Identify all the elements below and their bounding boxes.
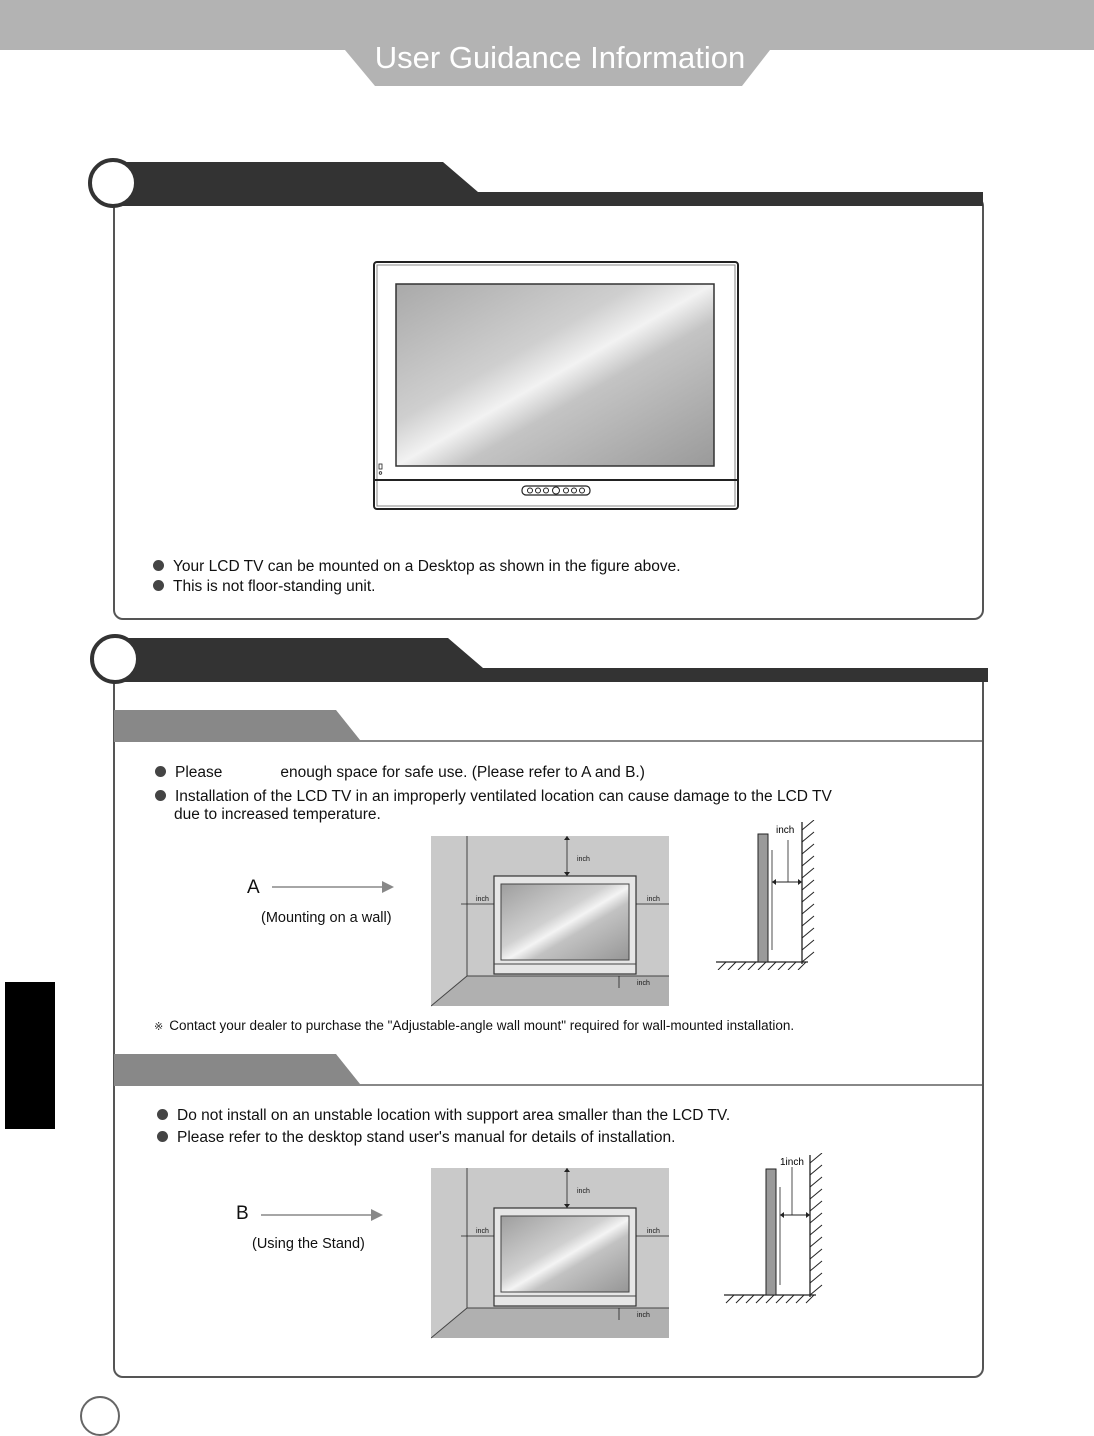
section2-bullet-2-cont: due to increased temperature. <box>174 806 381 823</box>
figure-a-arrow <box>270 880 400 894</box>
page-title: User Guidance Information <box>374 40 746 75</box>
svg-text:inch: inch <box>637 980 650 987</box>
section2b-bullet-2: Please refer to the desktop stand user's manual for details of installation. <box>157 1128 675 1148</box>
section2b-bullet-1: Do not install on an unstable location with support area smaller than the LCD TV. <box>157 1106 730 1126</box>
svg-text:1inch: 1inch <box>780 1157 804 1168</box>
figure-b-letter: B <box>236 1203 249 1224</box>
bullet-dot <box>157 1109 168 1120</box>
section1-bullet-2: This is not floor-standing unit. <box>153 577 375 597</box>
svg-text:inch: inch <box>637 1312 650 1319</box>
side-tab <box>5 982 55 1129</box>
svg-text:inch: inch <box>476 896 489 903</box>
bullet-dot <box>155 766 166 777</box>
subsection-a-tab <box>114 708 982 742</box>
page-number-circle <box>80 1396 120 1436</box>
figure-b-caption: (Using the Stand) <box>252 1236 365 1252</box>
bullet-dot <box>157 1131 168 1142</box>
wall-mount-room-illustration <box>431 836 671 1008</box>
section2-bullet-1: Please enough space for safe use. (Please refer to A and B.) <box>155 763 645 783</box>
section1-bullet-1: Your LCD TV can be mounted on a Desktop as shown in the figure above. <box>153 557 681 577</box>
bullet-dot <box>153 580 164 591</box>
svg-text:inch: inch <box>476 1228 489 1235</box>
section2-number-circle <box>92 636 138 682</box>
figure-a-caption: (Mounting on a wall) <box>261 910 392 926</box>
wall-side-clearance-a <box>714 820 832 970</box>
section2-header-bar <box>88 634 993 694</box>
svg-text:inch: inch <box>577 856 590 863</box>
bullet-dot <box>153 560 164 571</box>
svg-text:inch: inch <box>577 1188 590 1195</box>
figure-b-arrow <box>259 1208 389 1222</box>
svg-text:inch: inch <box>776 825 795 836</box>
tv-desktop-illustration <box>372 260 742 515</box>
figure-a-letter: A <box>247 877 260 898</box>
bullet-dot <box>155 790 166 801</box>
section1-header-bar <box>88 158 988 218</box>
svg-text:inch: inch <box>647 896 660 903</box>
section2-bullet-2: Installation of the LCD TV in an improperly ventilated location can cause damage to the LCD TV <box>155 787 832 807</box>
svg-text:inch: inch <box>647 1228 660 1235</box>
section1-number-circle <box>90 160 136 206</box>
wall-mount-note: ※ Contact your dealer to purchase the "Adjustable-angle wall mount" required for wall-mounted installation. <box>154 1018 795 1033</box>
stand-side-clearance-b <box>722 1153 840 1305</box>
note-symbol: ※ <box>154 1021 164 1033</box>
stand-room-illustration <box>431 1168 671 1340</box>
subsection-b-tab <box>114 1052 982 1086</box>
